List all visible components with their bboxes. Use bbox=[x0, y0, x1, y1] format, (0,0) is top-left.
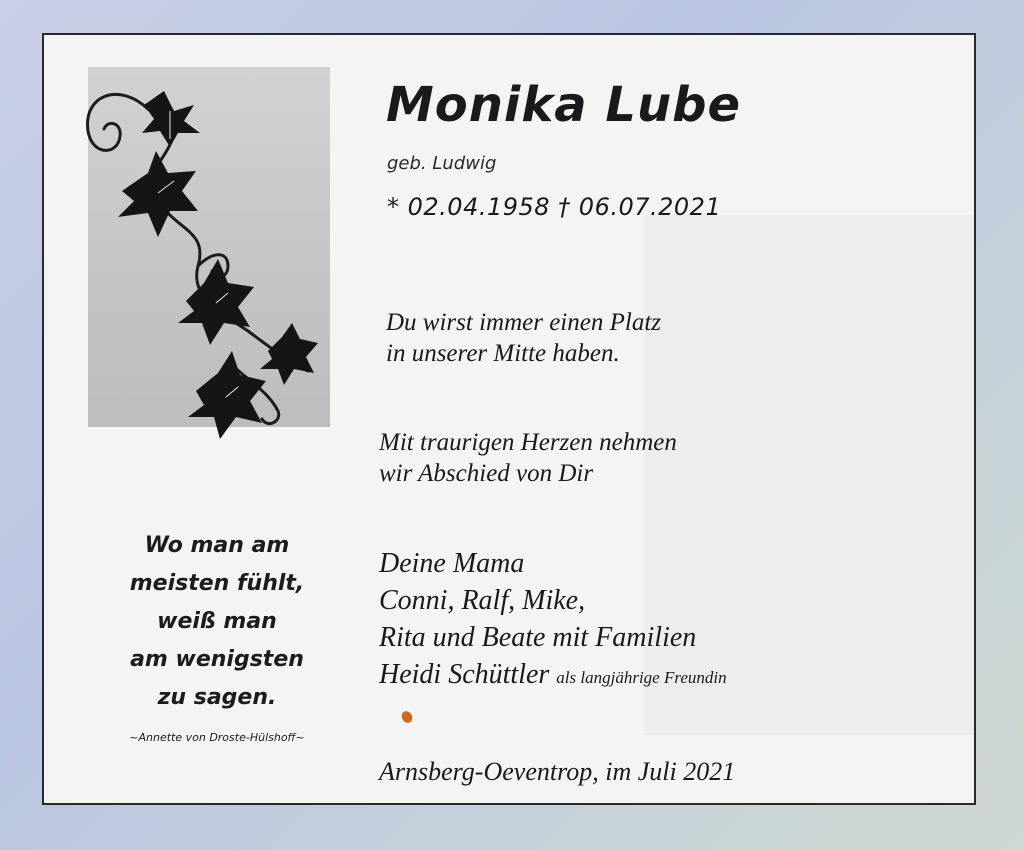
mourner-line bbox=[379, 656, 727, 696]
mourner-line: Deine Mama bbox=[379, 548, 525, 579]
mourner-note: als langjährige Freundin bbox=[556, 668, 727, 687]
quote-line: Wo man am bbox=[144, 533, 290, 558]
birth-name: geb. Ludwig bbox=[387, 153, 497, 174]
ivy-image bbox=[88, 67, 330, 427]
quote-line: zu sagen. bbox=[157, 685, 277, 710]
mourners-list bbox=[379, 545, 727, 696]
ink-spot bbox=[400, 709, 415, 724]
mourner-name: Heidi Schüttler bbox=[379, 659, 550, 690]
farewell-message-line: Mit traurigen Herzen nehmen bbox=[379, 429, 677, 456]
farewell-message bbox=[379, 427, 677, 489]
mourner-line: Rita und Beate mit Familien bbox=[379, 622, 697, 653]
place-and-date: Arnsberg-Oeventrop, im Juli 2021 bbox=[379, 757, 736, 786]
quote-line: am wenigsten bbox=[130, 647, 304, 672]
quote-line: weiß man bbox=[157, 609, 277, 634]
deceased-name: Monika Lube bbox=[386, 77, 742, 133]
farewell-message-line: wir Abschied von Dir bbox=[379, 460, 594, 487]
quote bbox=[102, 527, 332, 717]
obituary-notice bbox=[42, 33, 976, 805]
life-dates: * 02.04.1958 † 06.07.2021 bbox=[387, 193, 722, 221]
mourner-line: Conni, Ralf, Mike, bbox=[379, 585, 586, 616]
memorial-message bbox=[386, 307, 661, 369]
memorial-message-line: in unserer Mitte haben. bbox=[386, 340, 620, 367]
quote-author: ~Annette von Droste-Hülshoff~ bbox=[129, 731, 305, 744]
memorial-message-line: Du wirst immer einen Platz bbox=[386, 309, 661, 336]
ivy-branch-icon bbox=[78, 61, 338, 433]
quote-line: meisten fühlt, bbox=[129, 571, 305, 596]
